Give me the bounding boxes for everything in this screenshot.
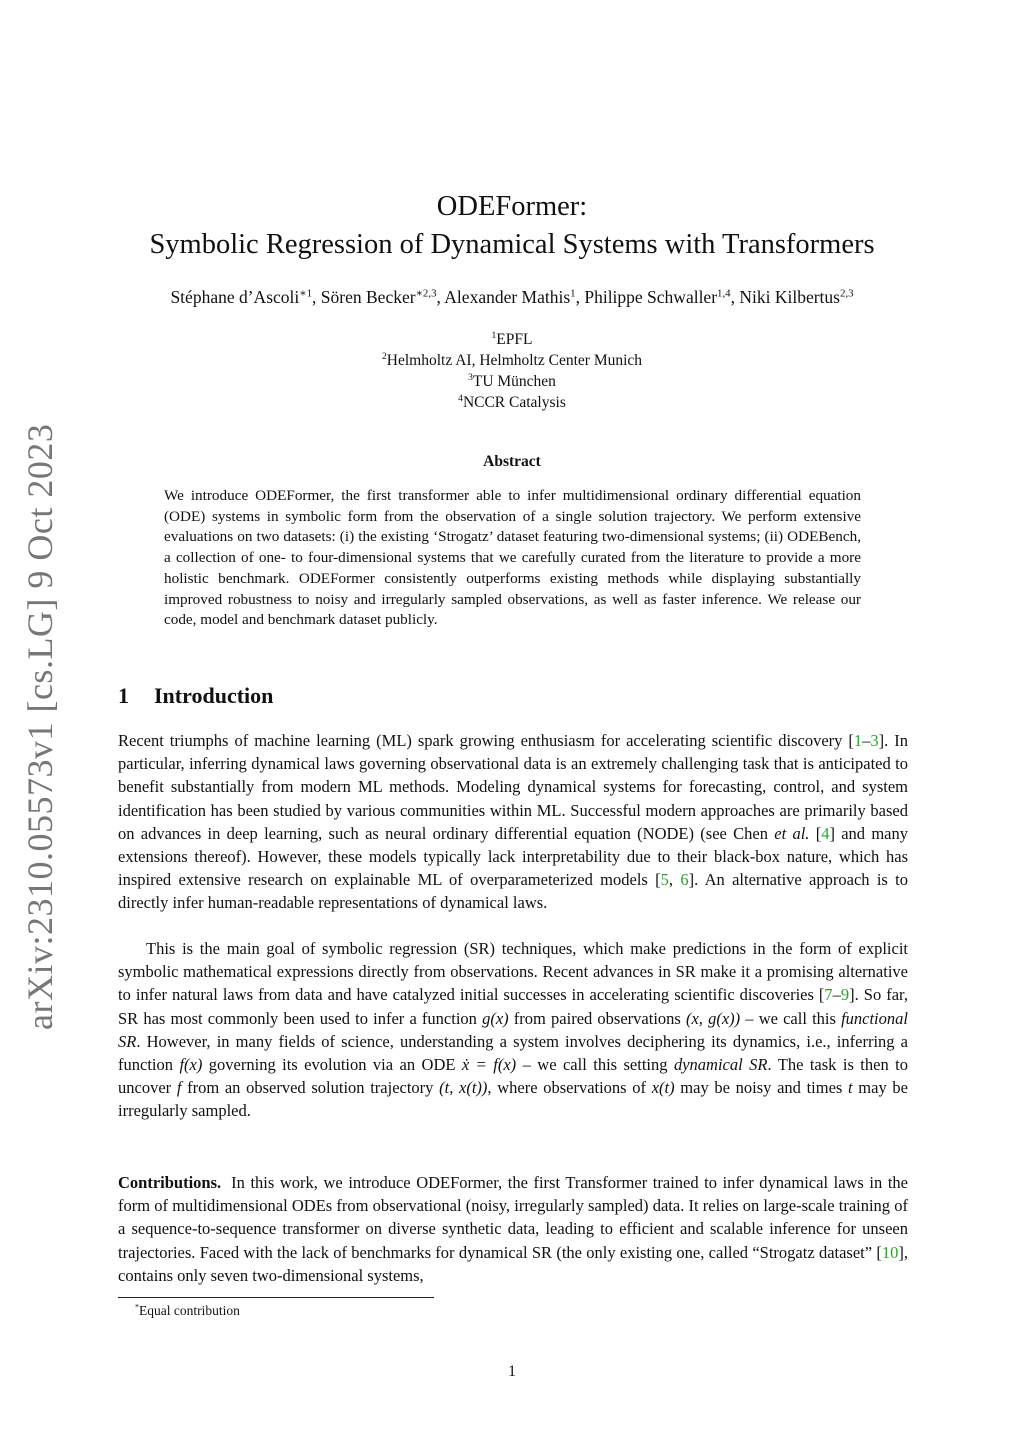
text-emphasis: et al. [774,823,810,843]
author-name: Niki Kilbertus [739,287,840,307]
author-name: Stéphane d’Ascoli [170,287,300,307]
affiliation [0,371,1024,392]
author-mark: ∗1 [299,287,313,300]
affiliation [0,392,1024,413]
page-number: 1 [508,1363,516,1380]
citation-link[interactable]: 1 [853,731,863,750]
author-name: Sören Becker [320,287,416,307]
section-heading [118,683,273,709]
affiliation-name: EPFL [496,331,533,348]
math-expression: x(t) [651,1078,675,1098]
author-separator: , [575,287,585,307]
text-run: ]. An alternative approach is to directly infer human-readable representations of dynamical laws. [118,870,908,913]
text-run: Recent triumphs of machine learning (ML) spark growing enthusiasm for accelerating scientific discovery [ [118,731,854,750]
text-run: may be irregularly sampled. [118,1078,908,1121]
text-emphasis: functional SR [118,1008,908,1051]
text-run: from paired observations [508,1008,686,1028]
math-expression: f [176,1078,182,1098]
text-run: – [862,731,871,750]
text-run: ], contains only seven two-dimensional systems, [118,1242,908,1285]
footnote [135,1303,240,1319]
text-run: – we call this [740,1008,842,1028]
paper-title [0,188,1024,264]
author-name: Alexander Mathis [444,287,571,307]
text-run: may be noisy and times [674,1078,849,1098]
text-run: . The task is then to uncover [118,1055,908,1098]
section-number: 1 [118,683,129,708]
text-run: – [832,985,841,1005]
affiliation [0,350,1024,371]
author-separator: , [312,287,321,307]
affiliation-name: TU München [472,373,556,390]
paragraph-2 [118,937,908,1123]
abstract-text: We introduce ODEFormer, the first transformer able to infer multidimensional ordinary differential equation (ODE) systems in symbolic form from the observation of a single solution trajectory. We perform extensive evaluations on two datasets: (i) the existing ‘Strogatz’ dataset featuring two-dimensional systems; (ii) ODEBench, a collection of one- to four-dimensional systems that we carefully curated from the literature to provide a more holistic benchmark. ODEFormer consistently outperforms existing methods while displaying substantially improved robustness to noisy and irregularly sampled observations, as well as faster inference. We release our code, model and benchmark dataset publicly. [164,487,861,629]
text-run: [ [809,823,822,843]
affiliation-number: 1 [491,330,497,342]
title-line-1: ODEFormer: [436,191,588,222]
text-run: This is the main goal of symbolic regression (SR) techniques, which make predictions in the form of explicit symbolic mathematical expressions directly from observations. Recent advances in SR make it a promising alternative to infer natural laws from data and have catalyzed initial successes in accelerating scientific discoveries [ [118,939,908,1005]
affiliation-number: 2 [381,351,387,363]
author-separator: , [730,287,740,307]
affiliation-number: 3 [468,372,473,384]
text-run: – we call this setting [516,1055,674,1075]
text-run: from an observed solution trajectory [181,1078,440,1098]
math-expression: ẋ = f(x) [461,1055,517,1075]
footnote-mark: * [135,1302,140,1312]
footnote-text: Equal contribution [139,1303,240,1318]
text-run: , [668,870,681,890]
paragraph-1 [118,729,908,915]
paragraph-contributions [118,1171,908,1287]
author-separator: , [436,287,445,307]
text-run: In this work, we introduce ODEFormer, the first Transformer trained to infer dynamical laws in the form of multidimensional ODEs from observational (noisy, irregularly sampled) data. It relies on large-scale training of a sequence-to-sequence transformer on diverse synthetic data, leading to efficient and scalable inference for unseen trajectories. Faced with the lack of benchmarks for dynamical SR (the only existing one, called “Strogatz dataset” [ [118,1173,908,1262]
section-title: Introduction [154,683,274,708]
title-line-2: Symbolic Regression of Dynamical Systems with Transformers [149,229,875,260]
text-emphasis: dynamical SR [673,1055,768,1075]
abstract-heading: Abstract [483,453,541,470]
citation-link[interactable]: 5 [660,870,669,890]
math-expression: g(x) [482,1008,509,1028]
citation-link[interactable]: 4 [821,823,830,843]
citation-link[interactable]: 10 [881,1242,899,1262]
math-expression: t [848,1078,853,1098]
author-mark: 1 [570,287,576,300]
affiliation-name: Helmholtz AI, Helmholtz Center Munich [386,352,643,369]
text-run: ] and many extensions thereof). However, these models typically lack interpretability due to their black-box nature, which has inspired extensive research on explainable ML of overparameterized models [ [118,823,908,890]
text-run: ]. In particular, inferring dynamical laws governing observational data is an extremely challenging task that is anticipated to benefit substantially from modern ML methods. Modeling dynamical systems for forecasting, control, and system identification has been studied by various communities within ML. Successful modern approaches are primarily based on advances in deep learning, such as neural ordinary differential equation (NODE) (see Chen [118,731,908,843]
citation-link[interactable]: 9 [840,985,850,1005]
paragraph-title: Contributions. [118,1173,222,1192]
citation-link[interactable]: 3 [870,731,879,750]
text-run: . However, in many fields of science, understanding a system involves deciphering its dynamics, i.e., inferring a function [118,1031,908,1075]
citation-link[interactable]: 7 [824,985,833,1005]
citation-link[interactable]: 6 [680,870,689,890]
text-run: ]. So far, SR has most commonly been used to infer a function [118,985,908,1028]
affiliation-name: NCCR Catalysis [462,394,566,411]
affiliation-list [0,329,1024,413]
text-run: governing its evolution via an ODE [202,1055,462,1075]
affiliation-number: 4 [458,393,463,405]
author-name: Philippe Schwaller [584,287,718,307]
author-mark: 2,3 [839,287,854,300]
text-run: , where observations of [487,1078,652,1098]
math-expression: (t, x(t)) [439,1078,488,1098]
footnote-divider [118,1297,434,1298]
math-expression: (x, g(x)) [685,1008,741,1028]
author-mark: ∗2,3 [415,287,437,300]
math-expression: f(x) [179,1055,203,1075]
arxiv-identifier: arXiv:2310.05573v1 [cs.LG] 9 Oct 2023 [20,423,60,1030]
author-list [0,287,1024,308]
affiliation [0,329,1024,350]
author-mark: 1,4 [717,287,731,300]
